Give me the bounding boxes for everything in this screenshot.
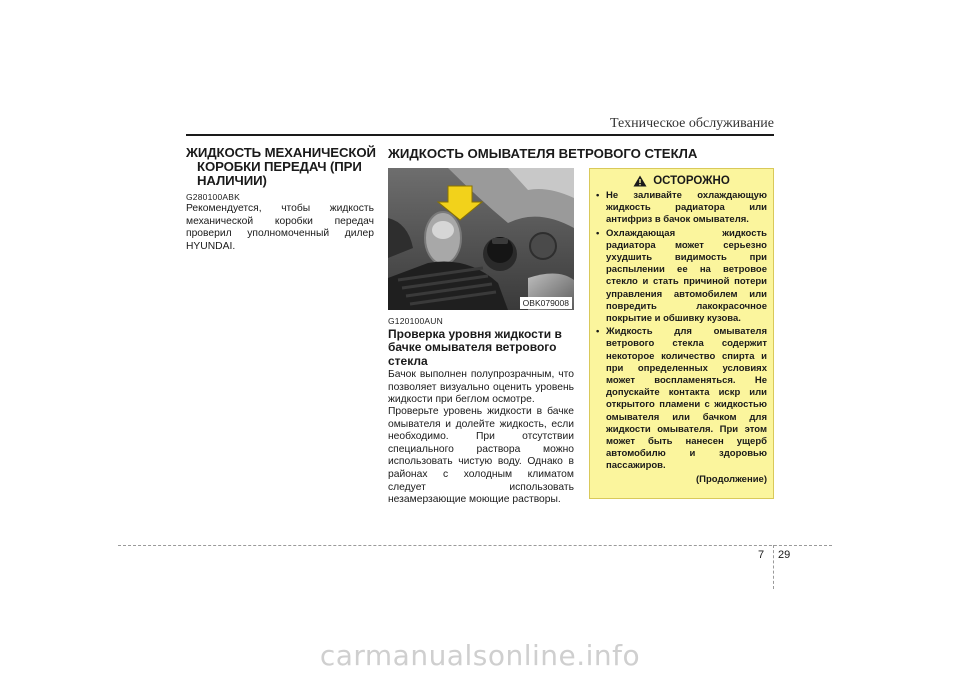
continued-note: (Продолжение) — [695, 473, 767, 485]
warning-item: • Охлаждающая жидкость радиатора может серьезно ухудшить видимость при распылении ее на ветровое стекло и стать причиной потери управления автомобилем или повредить лакокрасочное покрытие и обшивку кузова. — [596, 228, 767, 326]
warning-list — [596, 190, 767, 473]
warning-triangle-icon — [633, 175, 647, 187]
engine-bay-illustration — [388, 168, 574, 310]
section-heading-washer: ЖИДКОСТЬ ОМЫВАТЕЛЯ ВЕТРОВОГО СТЕКЛА — [388, 146, 698, 161]
footer-divider — [773, 545, 774, 589]
warning-item: • Жидкость для омывателя ветрового стекла содержит некоторое количество спирта и при определенных условиях может воспламеняться. Не допускайте контакта искр или открытого пламени с жидкостью омывателя или бачком для жидкости омывателя. При этом может быть нанесен ущерб автомобилю и здоровью пассажиров. — [596, 326, 767, 472]
warning-box — [589, 168, 774, 499]
photo-label: OBK079008 — [520, 297, 572, 309]
warning-item: • Не заливайте охлаждающую жидкость радиатора или антифриз в бачок омывателя. — [596, 190, 767, 227]
section-heading-line-1: ЖИДКОСТЬ МЕХАНИЧЕСКОЙ — [186, 145, 376, 160]
engine-bay-photo — [388, 168, 574, 310]
warning-title: ОСТОРОЖНО — [653, 175, 730, 187]
section-heading-line-2: КОРОБКИ ПЕРЕДАЧ (ПРИ НАЛИЧИИ) — [197, 159, 362, 188]
header-rule — [186, 134, 774, 136]
page-number: 29 — [778, 549, 791, 561]
subsection-heading: Проверка уровня жидкости в бачке омывателя ветрового стекла — [388, 327, 562, 368]
washer-paragraph-2: Проверьте уровень жидкости в бачке омывателя и долейте жидкость, если необходимо. При отсутствии специального раствора можно использовать чистую воду. Однако в районах с холодным климатом следует использовать незамерзающие моющие растворы. — [388, 406, 574, 506]
warning-title-row — [596, 175, 767, 187]
running-header: Техническое обслуживание — [610, 116, 774, 131]
transmission-text: Рекомендуется, чтобы жидкость механической коробки передач проверил уполномоченный дилер HYUNDAI. — [186, 203, 374, 252]
watermark: carmanualsonline.info — [319, 639, 641, 672]
footer-rule — [118, 545, 832, 546]
section-heading-transmission — [186, 146, 376, 188]
chapter-number: 7 — [758, 549, 765, 561]
washer-paragraph-1: Бачок выполнен полупрозрачным, что позволяет визуально оценить уровень жидкости при беглом осмотре. — [388, 369, 574, 406]
section-code: G280100ABK — [186, 192, 240, 202]
subsection-code: G120100AUN — [388, 316, 443, 326]
